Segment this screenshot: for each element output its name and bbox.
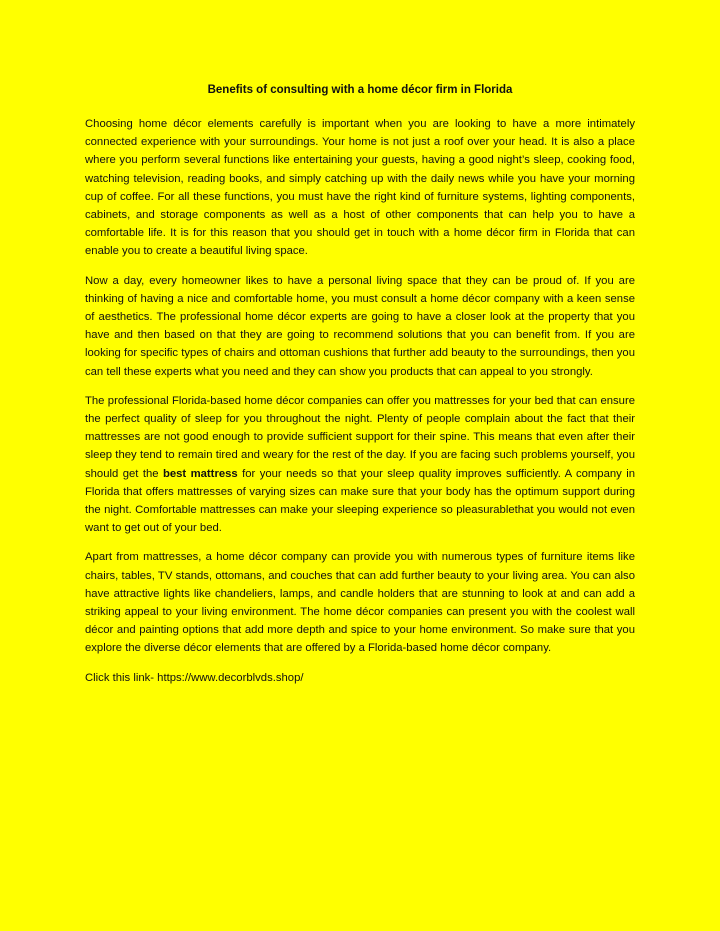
paragraph-mattresses-after: for your needs so that your sleep quality improves sufficiently. A company in Florida that offers mattresses of varying sizes can make sure that your body has the optimum support during the night. Comfortable mattresses can make your sleeping experience so pleasurablethat you would not even want to get out of your bed. <box>85 467 636 535</box>
paragraph-intro: Choosing home décor elements carefully is important when you are looking to have a more intimately connected experience with your surroundings. Your home is not just a roof over your head. It is also a place where you perform several functions like entertaining your guests, having a good night’s sleep, cooking food, watching television, reading books, and simply catching up with the daily news while you have your morning cup of coffee. For all these functions, you must have the right kind of furniture systems, lighting components, cabinets, and storage components as well as a host of other components that can help you to have a comfortable life. It is for this reason that you should get in touch with a home décor firm in Florida that can enable you to create a beautiful living space. <box>85 118 635 258</box>
paragraph-furniture: Apart from mattresses, a home décor company can provide you with numerous types of furniture items like chairs, tables, TV stands, ottomans, and couches that can add further beauty to your living area. You can also have attractive lights like chandeliers, lamps, and candle holders that are stunning to look at and can add a striking appeal to your living environment. The home décor companies can present you with the coolest wall décor and painting options that add more depth and spice to your home environment. So make sure that you explore the diverse décor elements that are offered by a Florida-based home décor company. <box>85 551 635 655</box>
paragraph-homeowner: Now a day, every homeowner likes to have a personal living space that they can be proud of. If you are thinking of having a nice and comfortable home, you must consult a home décor company with a keen sense of aesthetics. The professional home décor experts are going to have a closer look at the property that you have and then based on that they are going to recommend solutions that you can benefit from. If you are looking for specific types of chairs and ottoman cushions that further add beauty to the surroundings, then you can tell these experts what you need and they can show you products that can appeal to you strongly. <box>85 274 635 378</box>
best-mattress-link[interactable]: best mattress <box>162 467 238 480</box>
document-title: Benefits of consulting with a home décor firm in Florida <box>207 84 513 96</box>
paragraph-mattresses-before: The professional Florida-based home décor companies can offer you mattresses for your bed that can ensure the perfect quality of sleep for you throughout the night. Plenty of people complain about the fact that their mattresses are not good enough to provide sufficient support for their spine. This means that even after their sleep they tend to remain tired and weary for the rest of the day. If you are facing such problems yourself, you should get the <box>85 394 635 480</box>
click-link-line[interactable]: Click this link- https://www.decorblvds.shop/ <box>85 671 304 684</box>
paragraph-mattresses <box>85 392 635 538</box>
